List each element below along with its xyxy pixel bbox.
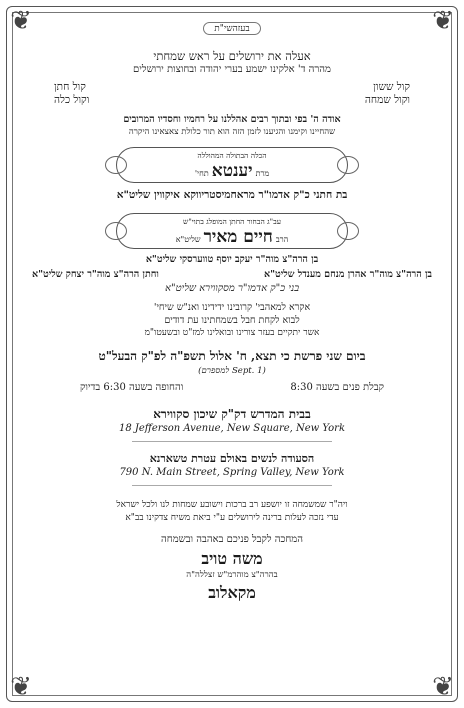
corner-ornament-icon: ❦	[432, 672, 454, 702]
corner-ornament-icon: ❦	[10, 672, 32, 702]
groom-parents: בן הרה"צ מוה"ר יעקב יוסף טווערסקי שליט"א	[145, 253, 319, 265]
signer-description: בהרה"צ מוהרמ"ש זצללה"ה	[186, 570, 278, 581]
pair-right-2: וקול שמחה	[364, 93, 410, 106]
divider	[132, 485, 332, 486]
groom-prefix: הרב	[275, 234, 289, 244]
invitation-line-1: אקרא למאהבי' קרובינו ידידינו ואנ"ש שיחי'	[153, 301, 311, 313]
divider	[132, 441, 332, 442]
bride-parents: בת חתני כ"ק אדמו"ר מראחמיסטריווקא איקווין שליט"א	[116, 189, 348, 202]
grandparents-left: וחתן הרה"צ מוה"ר יצחק שליט"א	[32, 269, 159, 281]
pair-left-2: וקול כלה	[54, 93, 90, 106]
great-grandparent: בני כ"ק אדמו"ר מסקווירא שליט"א	[164, 283, 300, 295]
welcome-line: המחכה לקבל פניכם באהבה ובשמחה	[161, 533, 303, 545]
opening-verse: אעלה את ירושלים על ראש שמחתי	[153, 49, 311, 63]
groom-cartouche	[116, 213, 348, 249]
bride-cartouche	[116, 147, 348, 183]
invitation-line-3: אשר יתקיים בעזר צורינו ובואלינו למז"ט ובשעטו"מ	[144, 327, 320, 338]
invitation-line-2: לבוא לקחת חבל בשמחתינו עת דודים	[164, 314, 300, 326]
chuppah-time: והחופה בשעה 6:30 בדיוק	[80, 381, 184, 393]
reception-time: קבלת פנים בשעה 8:30	[290, 381, 384, 393]
bride-name-line	[117, 161, 347, 181]
event-date: ביום שני פרשת כי תצא, ח' אלול תשפ"ה לפ"ק הבעל"ט	[98, 348, 366, 363]
closing-blessing-2: עדי נזכה לעלות ברינה לירושלים ע"י ביאת משיח צדקינו בב"א	[125, 512, 339, 523]
pair-left-1: קול חתן	[54, 80, 86, 93]
women-venue-address: 790 N. Main Street, Spring Valley, New York	[119, 466, 345, 478]
bride-name: יענטא	[211, 161, 253, 182]
groom-caption: עב"ג הבחור החתן המופלג בתוי"ש	[183, 216, 281, 226]
pair-right-1: קול ששון	[373, 80, 410, 93]
groom-suffix: שליט"א	[175, 234, 201, 244]
grandparents-row	[24, 269, 440, 280]
venue-address: 18 Jefferson Avenue, New Square, New York	[118, 422, 346, 434]
gratitude-line: אודה ה' בפי ובתוך רבים אהללנו על רחמיו וחסדיו המרובים	[123, 113, 341, 125]
times-row	[24, 382, 440, 393]
corner-ornament-icon: ❦	[10, 6, 32, 36]
closing-blessing: ויה"ר שמשמחה זו יושפע רב ברכות וישובע שמחות לנו ולכל ישראל	[116, 500, 348, 511]
signer-name: משה טויב	[201, 549, 263, 569]
bride-caption: הכלה הבתולה המהוללה	[197, 151, 267, 161]
gratitude-line-2: שהחיינו וקימנו והגיענו לזמן הזה הוא תור כלולת צאצאינו היקרה	[128, 126, 336, 137]
opening-verse-2: מהרה ד' אלקינו ישמע בערי יהודה ובחוצות ירושלים	[133, 64, 331, 76]
header-tag: בעזהשי"ת	[203, 22, 260, 35]
venue-name: בבית המדרש דק"ק שיכון סקווירא	[153, 406, 311, 421]
bride-prefix: מרת	[255, 169, 270, 179]
corner-ornament-icon: ❦	[432, 6, 454, 36]
groom-name: חיים מאיר	[203, 226, 273, 247]
event-date-english: (Sept. 1 למספרם)	[198, 365, 266, 376]
invitation-content	[24, 16, 440, 692]
pairs-row-2	[24, 94, 440, 106]
groom-name-line	[117, 227, 347, 247]
signer-place: מקאלוב	[208, 582, 256, 602]
women-venue: הסעודה לנשים באולם עטרת טשארנא	[149, 452, 315, 465]
grandparents-right: בן הרה"צ מוה"ר אהרן מנחם מענדל שליט"א	[264, 269, 432, 281]
pairs-row-1	[24, 81, 440, 93]
bride-suffix: תחי'	[194, 169, 209, 179]
